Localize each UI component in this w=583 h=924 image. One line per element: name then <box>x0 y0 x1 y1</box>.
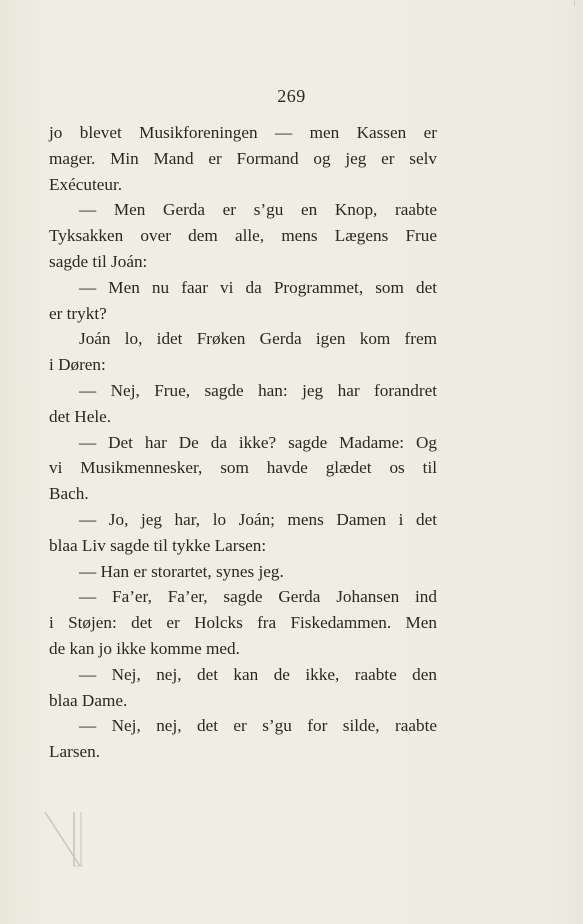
text-line: — Fa’er, Fa’er, sagde Gerda Johansen ind <box>79 587 437 607</box>
text-line: de kan jo ikke komme med. <box>49 638 240 658</box>
text-line: blaa Liv sagde til tykke Larsen: <box>49 535 267 555</box>
text-line: — Men Gerda er s’gu en Knop, raabte <box>79 200 437 220</box>
body-text <box>49 120 437 765</box>
text-line: Joán lo, idet Frøken Gerda igen kom frem <box>79 329 437 349</box>
text-line: er trykt? <box>49 303 107 323</box>
text-line: Tyksakken over dem alle, mens Lægens Frue <box>49 226 437 246</box>
text-line: mager. Min Mand er Formand og jeg er selv <box>49 148 437 168</box>
text-line: — Jo, jeg har, lo Joán; mens Damen i det <box>79 509 437 529</box>
library-stamp-mark <box>44 810 84 868</box>
text-line: i Støjen: det er Holcks fra Fiskedammen. Men <box>49 613 437 633</box>
text-line: sagde til Joán: <box>49 251 148 271</box>
text-line: — Nej, nej, det er s’gu for silde, raabte <box>79 716 437 736</box>
text-line: Exécuteur. <box>49 174 123 194</box>
text-line: Bach. <box>49 484 89 504</box>
text-line: i Døren: <box>49 355 106 375</box>
text-line: — Nej, nej, det kan de ikke, raabte den <box>79 664 437 684</box>
text-line: det Hele. <box>49 406 112 426</box>
text-line: blaa Dame. <box>49 690 128 710</box>
text-line: — Han er storartet, synes jeg. <box>79 561 284 581</box>
page-number: 269 <box>277 86 306 106</box>
text-line: jo blevet Musikforeningen — men Kassen er <box>49 123 437 142</box>
text-line: — Det har De da ikke? sagde Madame: Og <box>79 432 437 452</box>
text-line: — Nej, Frue, sagde han: jeg har forandret <box>79 380 437 400</box>
text-line: — Men nu faar vi da Programmet, som det <box>79 277 437 297</box>
page-edge-mark <box>574 0 575 6</box>
text-line: vi Musikmennesker, som havde glædet os til <box>49 458 437 478</box>
text-line: Larsen. <box>49 742 101 762</box>
